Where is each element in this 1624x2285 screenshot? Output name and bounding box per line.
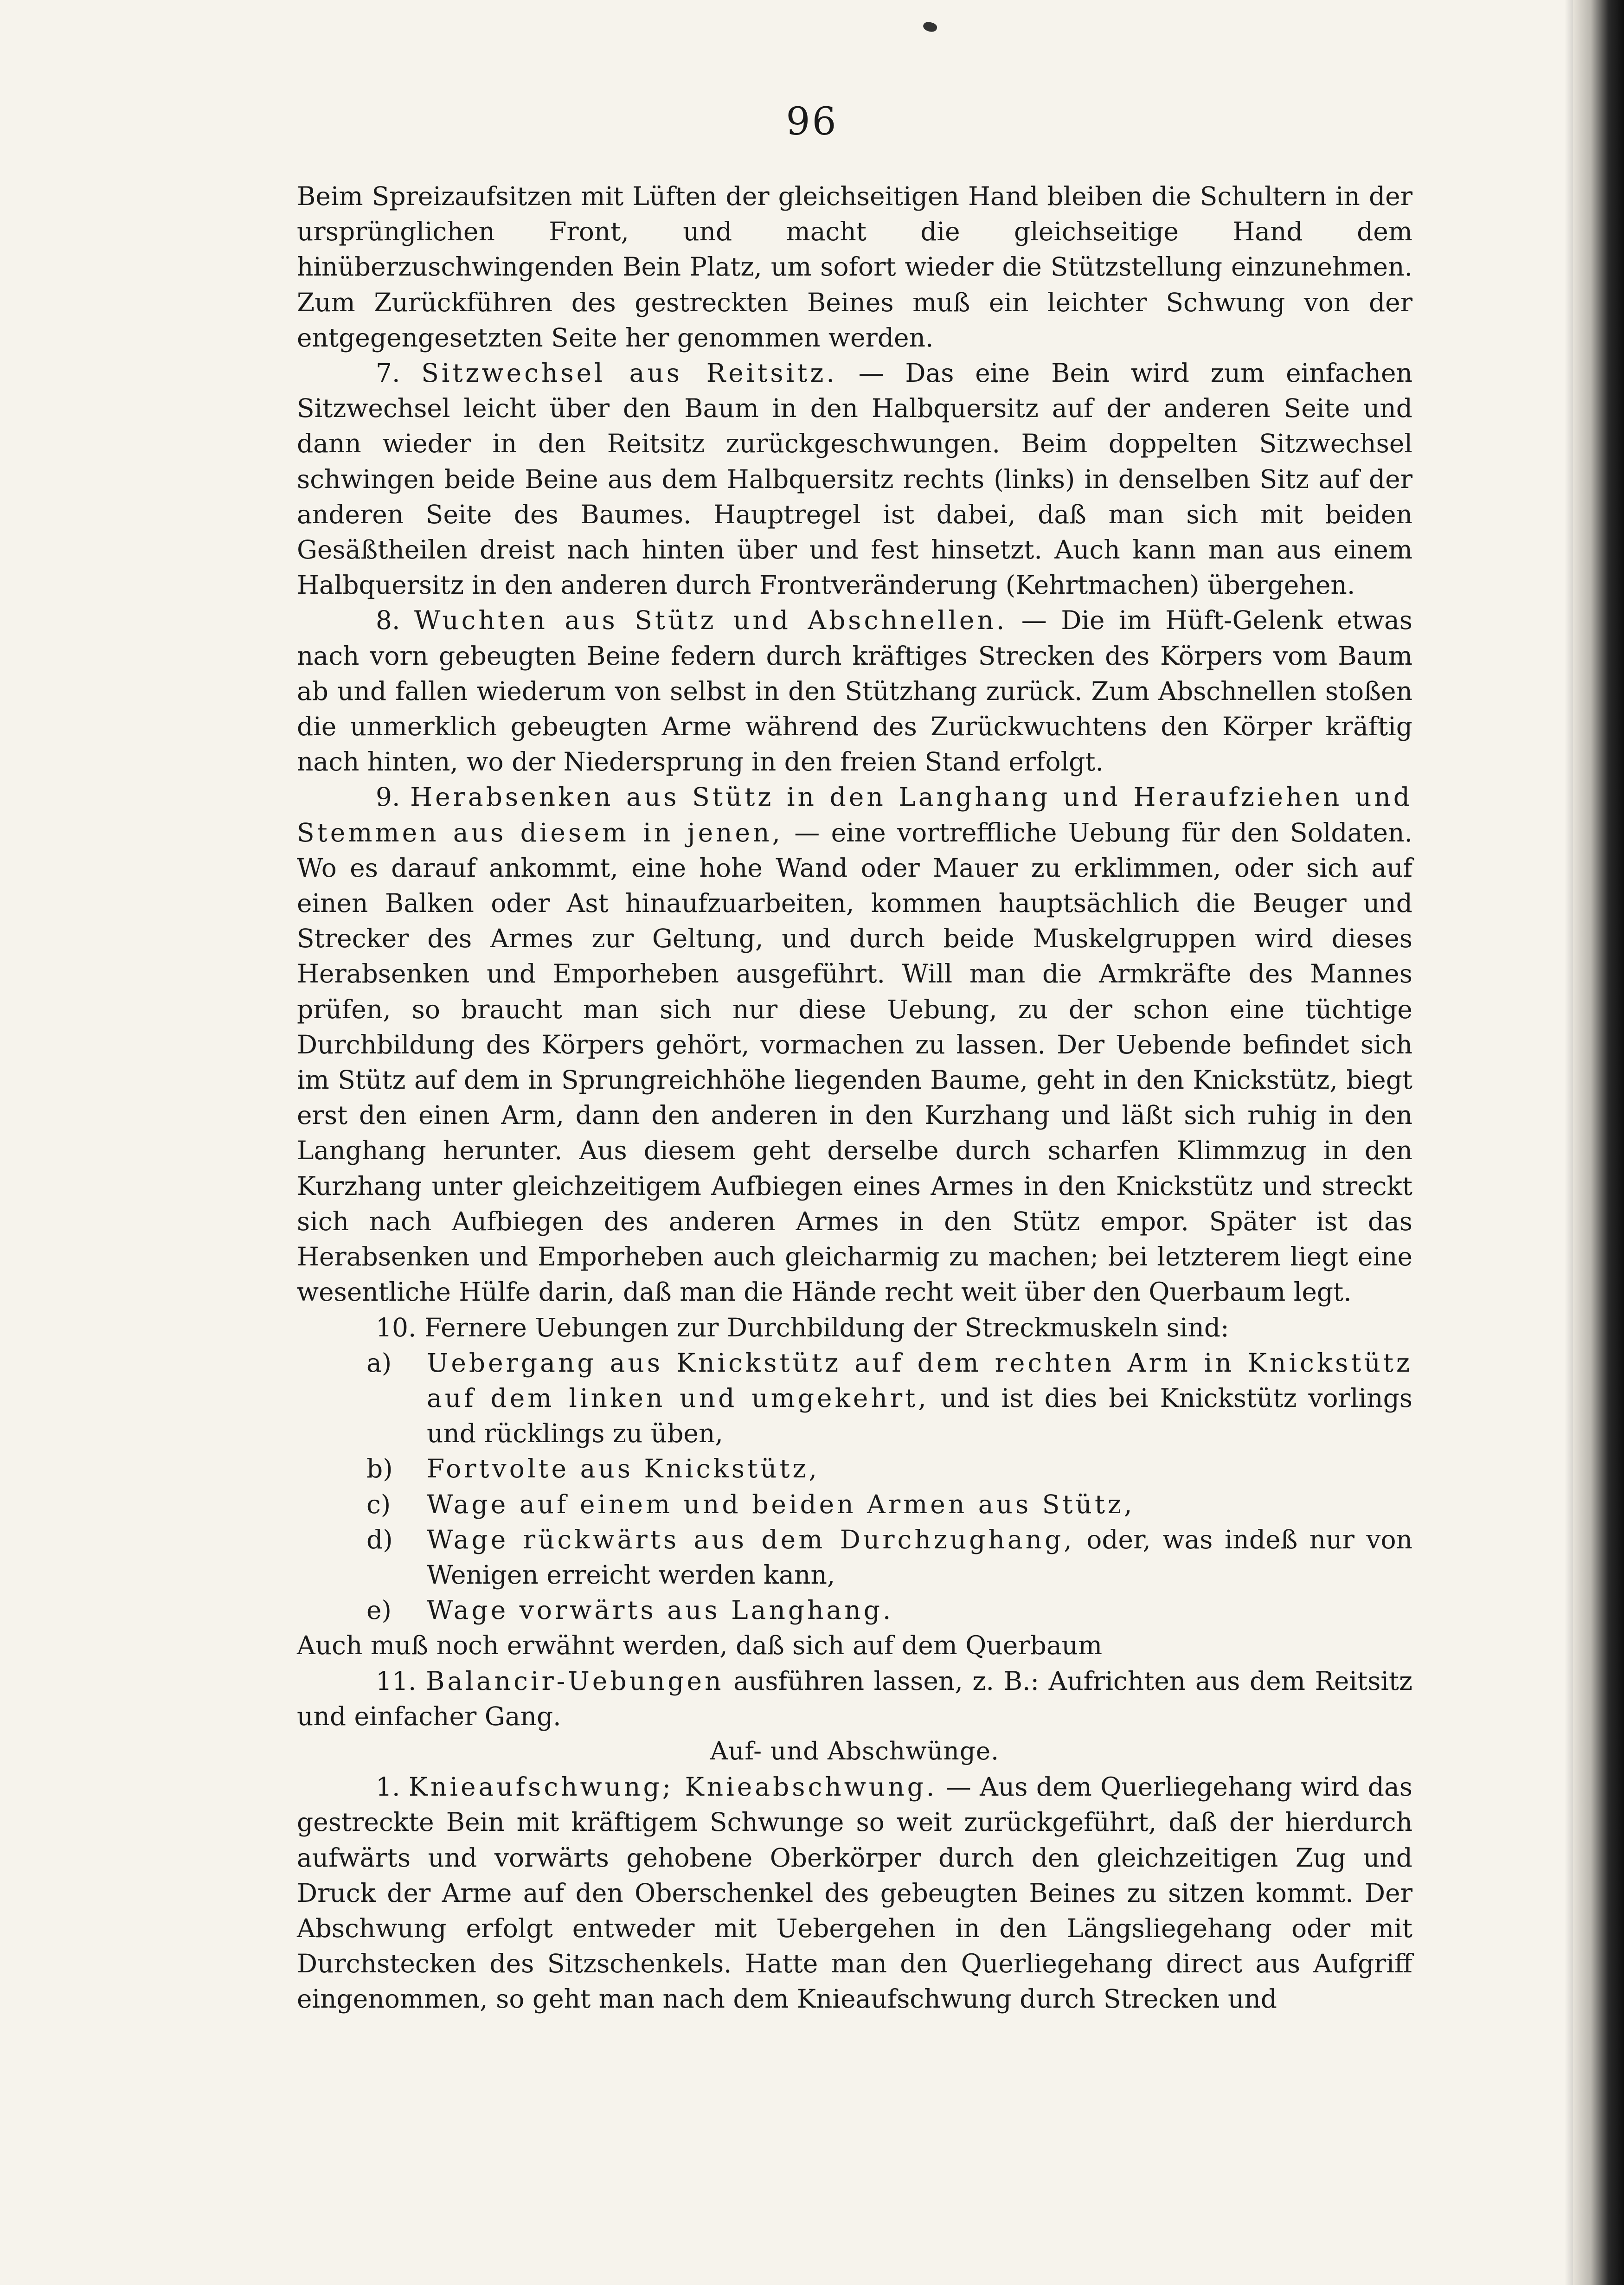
list-item-letter: e) bbox=[366, 1595, 392, 1625]
list-item-title: Wage auf einem und beiden Armen aus Stütz, bbox=[427, 1489, 1135, 1519]
page-number: 96 bbox=[786, 100, 838, 144]
list-item bbox=[366, 1487, 1412, 1522]
list-item-letter: c) bbox=[366, 1489, 391, 1519]
list-item-title: Wage vorwärts aus Langhang. bbox=[427, 1595, 894, 1625]
exercise-sublist bbox=[297, 1345, 1412, 1628]
list-item-letter: b) bbox=[366, 1454, 393, 1484]
exercise-title: Wuchten aus Stütz und Abschnellen. bbox=[414, 605, 1008, 635]
list-item-text: oder, was indeß nur von Wenigen erreicht werden kann, bbox=[427, 1524, 1412, 1590]
paragraph-7 bbox=[297, 355, 1412, 603]
paragraph-text: — Aus dem Querliegehang wird das gestreckte Bein mit kräftigem Schwunge so weit zurückgeführt, daß der hierdurch aufwärts und vorwärts gehobene Oberkörper durch den gleichzeitigen Zug und Druck der Arme auf den Oberschenkel des gebeugten Beines zu sitzen kommt. Der Abschwung erfolgt entweder mit Uebergehen in den Längsliegehang oder mit Durchstecken des Sitzschenkels. Hatte man den Querliegehang direct aus Aufgriff eingenommen, so geht man nach dem Knieaufschwung durch Strecken und bbox=[297, 1772, 1412, 2014]
paragraph-number: 7. bbox=[376, 358, 400, 388]
paragraph-text: ausführen lassen, z. B.: Aufrichten aus dem Reitsitz und einfacher Gang. bbox=[297, 1666, 1413, 1731]
paragraph-text: — eine vortreffliche Uebung für den Soldaten. Wo es darauf ankommt, eine hohe Wand oder Mauer zu erklimmen, oder sich auf einen Balken oder Ast hinaufzuarbeiten, kommen hauptsächlich die Beuger und Strecker des Armes zur Geltung, und durch beide Muskelgruppen wird dieses Herabsenken und Emporheben ausgeführt. Will man die Armkräfte des Mannes prüfen, so braucht man sich nur diese Uebung, zu der schon eine tüchtige Durchbildung des Körpers gehört, vormachen zu lassen. Der Uebende befindet sich im Stütz auf dem in Sprungreichhöhe liegenden Baume, geht in den Knickstütz, biegt erst den einen Arm, dann den anderen in den Kurzhang und läßt sich ruhig in den Langhang herunter. Aus diesem geht derselbe durch scharfen Klimmzug in den Kurzhang unter gleichzeitigem Aufbiegen eines Armes in den Knickstütz und streckt sich nach Aufbiegen des anderen Armes in den Stütz empor. Später ist das Herabsenken und Emporheben auch gleicharmig zu machen; bei letzterem liegt eine wesentliche Hülfe darin, daß man die Hände recht weit über den Querbaum legt. bbox=[297, 817, 1412, 1307]
exercise-title: Balancir-Uebungen bbox=[426, 1666, 724, 1696]
paragraph-number: 1. bbox=[376, 1772, 400, 1802]
paragraph-9 bbox=[297, 779, 1412, 1309]
exercise-title: Knieaufschwung; Knieabschwung. bbox=[408, 1772, 937, 1802]
paragraph-number: 9. bbox=[376, 782, 400, 812]
page-body bbox=[297, 179, 1412, 2017]
section-heading: Auf- und Abschwünge. bbox=[710, 1737, 999, 1765]
page-gutter-shadow bbox=[1565, 0, 1573, 2285]
list-item-title: Fortvolte aus Knickstütz, bbox=[427, 1454, 820, 1484]
book-spine-edge bbox=[1573, 0, 1624, 2285]
paragraph-text: — Die im Hüft-Gelenk etwas nach vorn gebeugten Beine federn durch kräftiges Strecken des Körpers vom Baum ab und fallen wiederum von selbst in den Stützhang zurück. Zum Abschnellen stoßen die unmerklich gebeugten Arme während des Zurückwuchtens den Körper kräftig nach hinten, wo der Niedersprung in den freien Stand erfolgt. bbox=[297, 605, 1412, 777]
list-item bbox=[366, 1592, 1412, 1628]
list-item-letter: a) bbox=[366, 1348, 392, 1378]
paragraph-10-continuation: Auch muß noch erwähnt werden, daß sich auf dem Querbaum bbox=[297, 1630, 1103, 1661]
paragraph-text: Fernere Uebungen zur Durchbildung der Streckmuskeln sind: bbox=[424, 1312, 1229, 1342]
exercise-title: Herabsenken aus Stütz in den Langhang und Heraufziehen und Stemmen aus diesem in jenen, bbox=[297, 782, 1412, 847]
list-item-letter: d) bbox=[366, 1524, 393, 1554]
list-item bbox=[366, 1522, 1412, 1592]
paragraph-number: 8. bbox=[376, 605, 400, 635]
paragraph-text: — Das eine Bein wird zum einfachen Sitzwechsel leicht über den Baum in den Halbquersitz auf der anderen Seite und dann wieder in den Reitsitz zurückgeschwungen. Beim doppelten Sitzwechsel schwingen beide Beine aus dem Halbquersitz rechts (links) in denselben Sitz auf der anderen Seite des Baumes. Hauptregel ist dabei, daß man sich mit beiden Gesäßtheilen dreist nach hinten über und fest hinsetzt. Auch kann man aus einem Halbquersitz in den anderen durch Frontveränderung (Kehrtmachen) übergehen. bbox=[297, 358, 1412, 600]
section-paragraph-1 bbox=[297, 1769, 1412, 2016]
paragraph-number: 10. bbox=[376, 1312, 417, 1342]
paragraph-10 bbox=[297, 1310, 1412, 1345]
list-item bbox=[366, 1451, 1412, 1486]
ink-speck bbox=[922, 20, 938, 33]
paragraph-continuation: Beim Spreizaufsitzen mit Lüften der gleichseitigen Hand bleiben die Schultern in der ursprünglichen Front, und macht die gleichseitige Hand dem hinüberzuschwingenden Bein Platz, um sofort wieder die Stützstellung einzunehmen. Zum Zurückführen des gestreckten Beines muß ein leichter Schwung von der entgegengesetzten Seite her genommen werden. bbox=[297, 181, 1412, 353]
list-item-title: Wage rückwärts aus dem Durchzughang, bbox=[427, 1524, 1075, 1554]
exercise-title: Sitzwechsel aus Reitsitz. bbox=[421, 358, 837, 388]
paragraph-number: 11. bbox=[376, 1666, 417, 1696]
list-item bbox=[366, 1345, 1412, 1451]
list-item-text: und ist dies bei Knickstütz vorlings und rücklings zu üben, bbox=[427, 1383, 1413, 1449]
list-item-title: Uebergang aus Knickstütz auf dem rechten Arm in Knickstütz auf dem linken und umgekehrt, bbox=[427, 1348, 1412, 1413]
paragraph-8 bbox=[297, 603, 1412, 779]
paragraph-11 bbox=[297, 1663, 1412, 1734]
